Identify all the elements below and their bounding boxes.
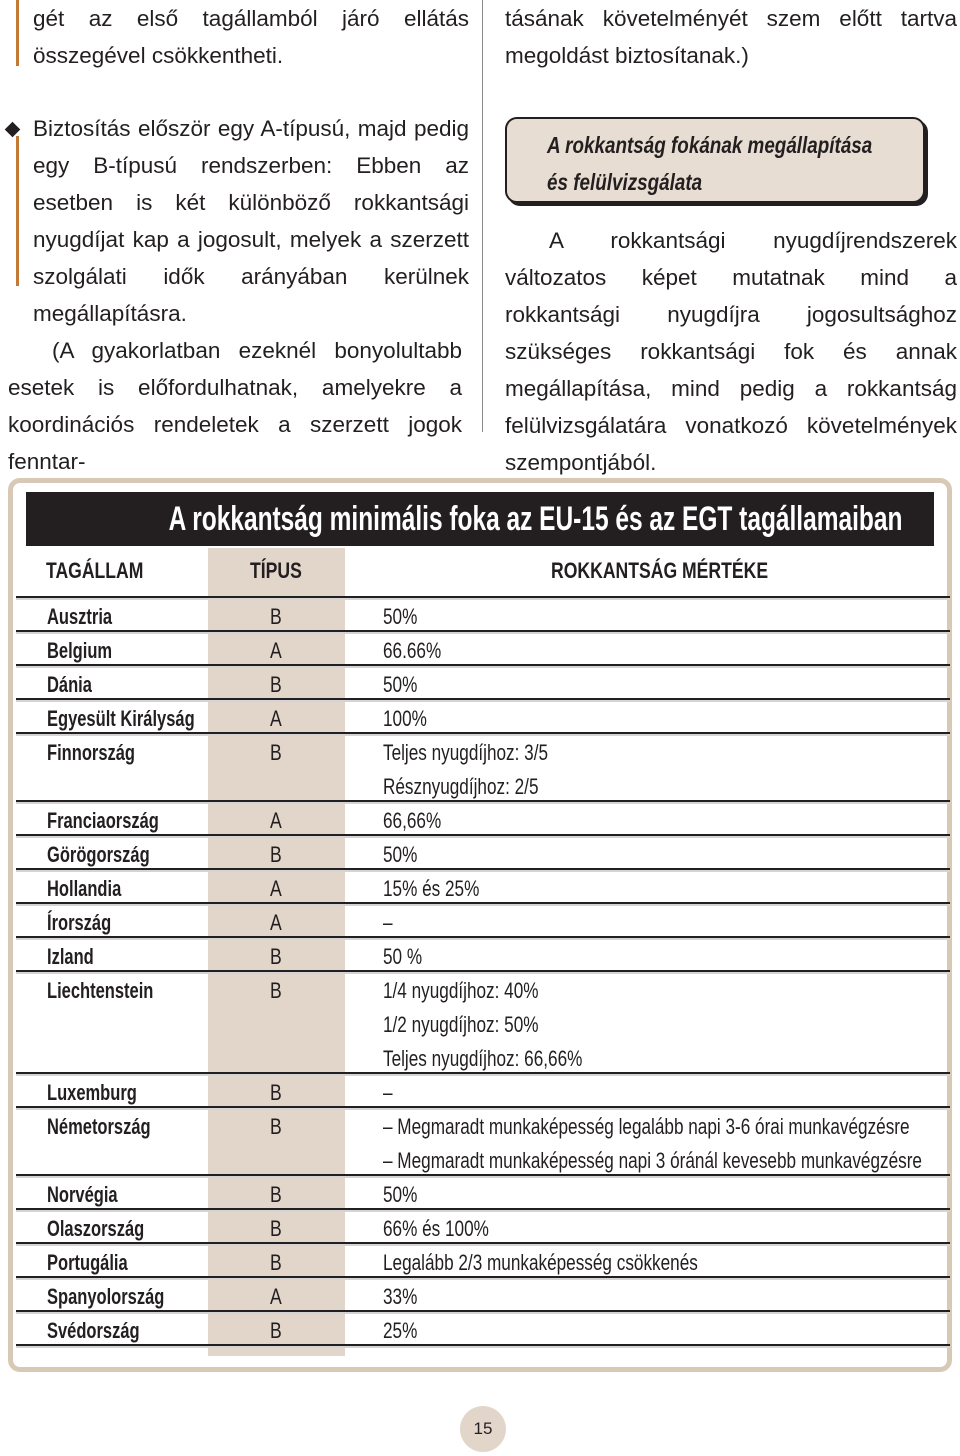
row-divider: [16, 1242, 950, 1244]
degree-cell: 50%: [383, 842, 418, 867]
country-cell: Egyesült Királyság: [47, 706, 195, 731]
degree-cell: –: [383, 910, 393, 935]
country-cell: Luxemburg: [47, 1080, 137, 1105]
table-row: [16, 1072, 950, 1106]
degree-cell: 50 %: [383, 944, 423, 969]
type-cell: A: [270, 706, 282, 731]
row-divider: [16, 732, 950, 734]
accent-bar: [16, 0, 19, 66]
section-heading-box: [505, 117, 925, 203]
page-number: 15: [460, 1406, 506, 1452]
type-cell: B: [270, 842, 282, 867]
type-cell: A: [270, 638, 282, 663]
degree-cell: 15% és 25%: [383, 876, 480, 901]
degree-cell: 50%: [383, 604, 418, 629]
degree-cell: 25%: [383, 1318, 418, 1343]
country-cell: Spanyolország: [47, 1284, 165, 1309]
row-divider: [16, 1174, 950, 1176]
row-divider: [16, 698, 950, 700]
table-row: [16, 596, 950, 630]
country-cell: Ausztria: [47, 604, 113, 629]
row-divider: [16, 902, 950, 904]
type-cell: B: [270, 1114, 282, 1139]
header-degree: ROKKANTSÁG MÉRTÉKE: [551, 558, 769, 583]
country-cell: Liechtenstein: [47, 978, 154, 1003]
row-divider: [16, 970, 950, 972]
degree-cell: – Megmaradt munkaképesség legalább napi 3-6 órai munkavégzésre: [383, 1114, 910, 1139]
type-cell: B: [270, 672, 282, 697]
table-row: [16, 1310, 950, 1344]
section-heading-line: és felülvizsgálata: [547, 169, 703, 195]
type-cell: B: [270, 944, 282, 969]
country-cell: Görögország: [47, 842, 150, 867]
table-row: [16, 834, 950, 868]
country-cell: Finnország: [47, 740, 136, 765]
table-row: [16, 1174, 950, 1208]
type-cell: B: [270, 978, 282, 1003]
type-cell: A: [270, 910, 282, 935]
accent-bar: [16, 136, 19, 286]
type-cell: A: [270, 876, 282, 901]
country-cell: Portugália: [47, 1250, 128, 1275]
degree-cell: Teljes nyugdíjhoz: 3/5: [383, 740, 549, 765]
degree-cell: 100%: [383, 706, 427, 731]
type-cell: A: [270, 1284, 282, 1309]
type-cell: A: [270, 808, 282, 833]
row-divider: [16, 1310, 950, 1312]
table-row: [16, 732, 950, 800]
row-divider: [16, 664, 950, 666]
row-divider: [16, 868, 950, 870]
table-row: [16, 698, 950, 732]
country-cell: Németország: [47, 1114, 151, 1139]
row-divider: [16, 936, 950, 938]
country-cell: Olaszország: [47, 1216, 145, 1241]
degree-cell: 66.66%: [383, 638, 442, 663]
table-title-text: A rokkantság minimális foka az EU-15 és az EGT tagállamaiban: [168, 500, 903, 538]
table-row: [16, 800, 950, 834]
country-cell: Svédország: [47, 1318, 140, 1343]
degree-cell: 66,66%: [383, 808, 442, 833]
type-cell: B: [270, 604, 282, 629]
country-cell: Izland: [47, 944, 94, 969]
table-row: [16, 1276, 950, 1310]
table-row: [16, 1242, 950, 1276]
table-row: [16, 936, 950, 970]
table-row: [16, 868, 950, 902]
degree-cell: 50%: [383, 1182, 418, 1207]
bullet-diamond-icon: [5, 122, 21, 138]
paragraph: tásának követelményét szem előtt tartva megoldást biztosítanak.): [505, 6, 957, 68]
table-row: [16, 902, 950, 936]
paragraph: A rokkantsági nyugdíjrendszerek változatos képet mutatnak mind a rokkantsági nyugdíjra jogosultsághoz szükséges rokkantsági fok és annak megállapítása, mind pedig a rokkantság felülvizsgálatára vonatkozó követelmények szempontjából.: [505, 228, 957, 475]
table-bottom-border: [16, 1344, 950, 1346]
country-cell: Dánia: [47, 672, 92, 697]
row-divider: [16, 800, 950, 802]
degree-cell: Teljes nyugdíjhoz: 66,66%: [383, 1046, 583, 1071]
column-divider: [482, 0, 483, 432]
header-type: TÍPUS: [250, 558, 302, 583]
row-divider: [16, 1208, 950, 1210]
type-cell: B: [270, 1250, 282, 1275]
table-title: [26, 492, 934, 546]
row-divider: [16, 1276, 950, 1278]
degree-cell: Legalább 2/3 munkaképesség csökkenés: [383, 1250, 698, 1275]
degree-cell: 1/4 nyugdíjhoz: 40%: [383, 978, 539, 1003]
degree-cell: – Megmaradt munkaképesség napi 3 óránál kevesebb munkavégzésre: [383, 1148, 922, 1173]
country-cell: Írország: [47, 910, 112, 935]
type-cell: B: [270, 1216, 282, 1241]
degree-cell: 1/2 nyugdíjhoz: 50%: [383, 1012, 539, 1037]
table-row: [16, 1106, 950, 1174]
row-divider: [16, 1344, 950, 1346]
section-heading-line: A rokkantság fokának megállapítása: [547, 132, 873, 158]
degree-cell: –: [383, 1080, 393, 1105]
table-row: [16, 630, 950, 664]
type-cell: B: [270, 1318, 282, 1343]
row-divider: [16, 630, 950, 632]
country-cell: Norvégia: [47, 1182, 118, 1207]
country-cell: Hollandia: [47, 876, 122, 901]
row-divider: [16, 596, 950, 598]
table-row: [16, 1208, 950, 1242]
type-cell: B: [270, 740, 282, 765]
degree-cell: 33%: [383, 1284, 418, 1309]
type-cell: B: [270, 1182, 282, 1207]
header-country: TAGÁLLAM: [46, 558, 144, 583]
table-row: [16, 664, 950, 698]
degree-cell: 50%: [383, 672, 418, 697]
country-cell: Belgium: [47, 638, 113, 663]
country-cell: Franciaország: [47, 808, 159, 833]
row-divider: [16, 1072, 950, 1074]
bullet-paragraph: Biztosítás először egy A-típusú, majd pedig egy B-típusú rendszerben: Ebben az esetben is két különböző rokkantsági nyugdíjat kap a jogosult, melyek a szerzett szolgálati idők arányában kerülnek megállapításra.: [33, 116, 469, 326]
row-divider: [16, 834, 950, 836]
paragraph: (A gyakorlatban ezeknél bonyolultabb esetek is előfordulhatnak, amelyekre a koordinációs rendeletek a szerzett jogok fenntar-: [8, 338, 462, 474]
degree-cell: Résznyugdíjhoz: 2/5: [383, 774, 539, 799]
table-row: [16, 970, 950, 1072]
row-divider: [16, 1106, 950, 1108]
degree-cell: 66% és 100%: [383, 1216, 489, 1241]
paragraph: gét az első tagállamból járó ellátás összegével csökkentheti.: [33, 6, 469, 68]
type-cell: B: [270, 1080, 282, 1105]
